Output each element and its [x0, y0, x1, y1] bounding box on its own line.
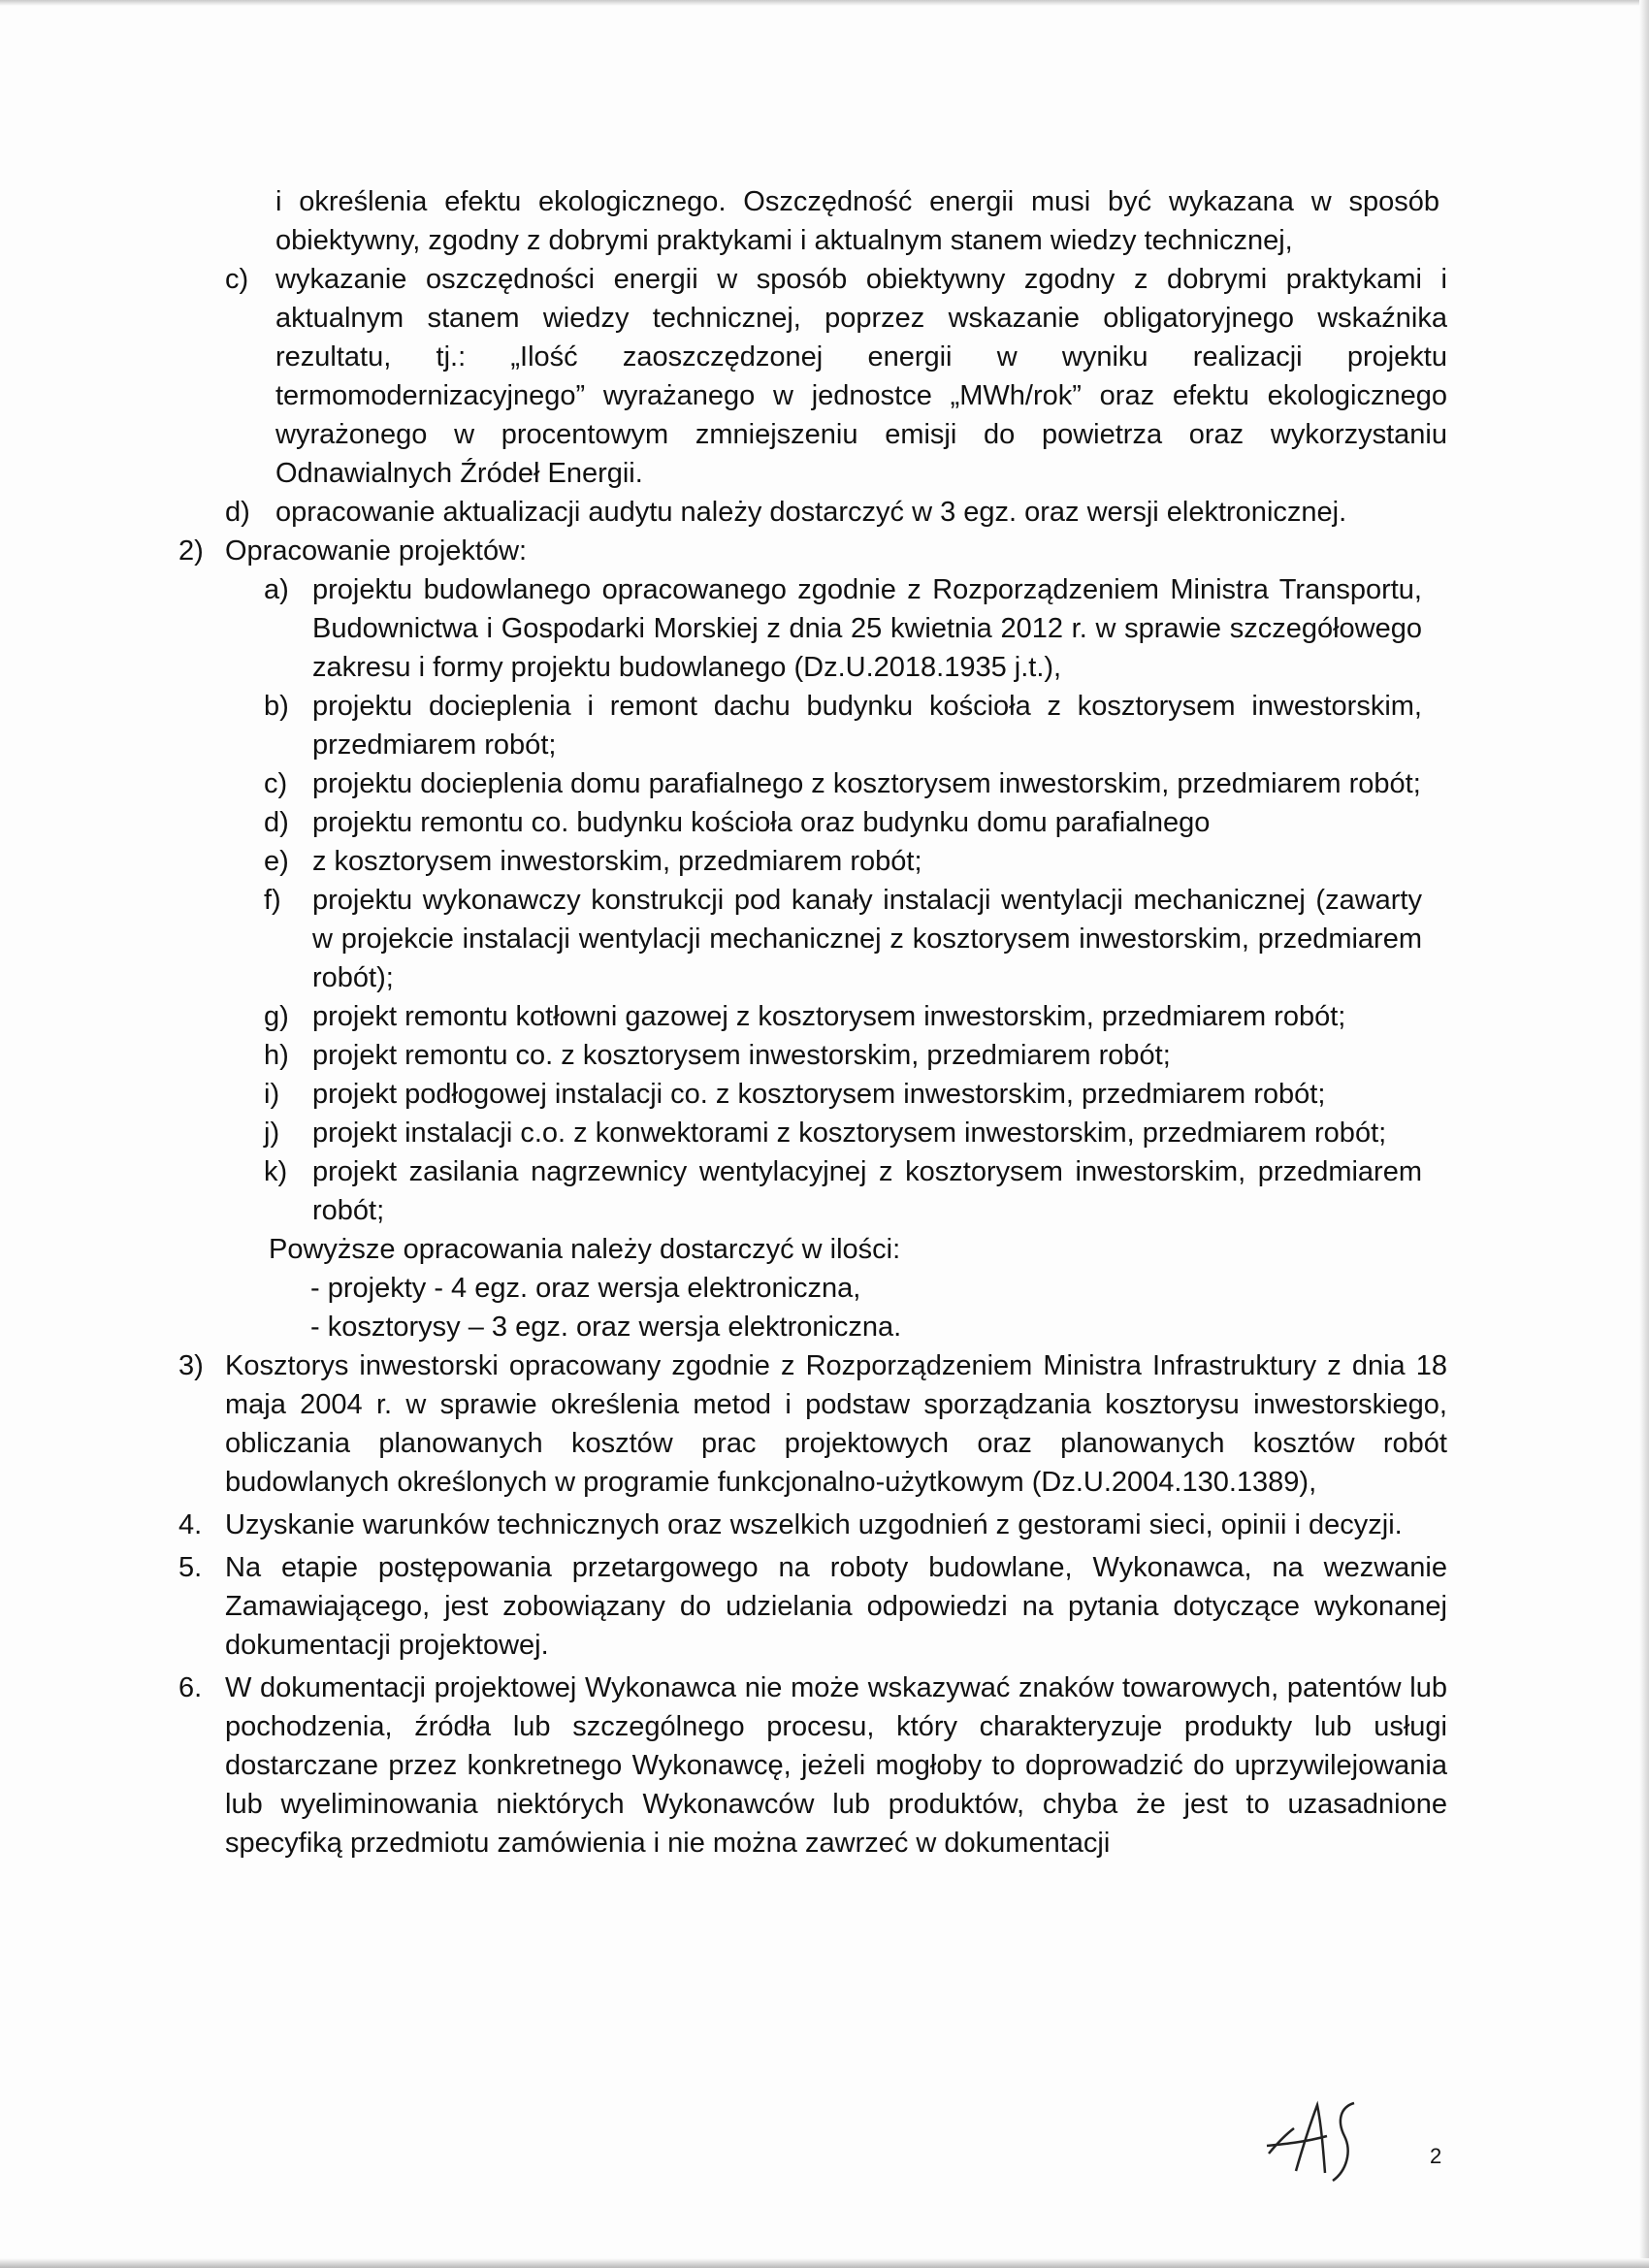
subitem-label: d)	[264, 807, 289, 838]
item-label: 2)	[178, 535, 204, 567]
subitem-label: h)	[264, 1040, 289, 1071]
subitem-text: projekt remontu co. z kosztorysem inwestorskim, przedmiarem robót;	[312, 1040, 1171, 1071]
item-text: W dokumentacji projektowej Wykonawca nie może wskazywać znaków towarowych, patentów lub pochodzenia, źródła lub szczególnego procesu, który charakteryzuje produkty lub usługi dostarczane przez konkretnego Wykonawcę, jeżeli mogłoby to doprowadzić do uprzywilejowania lub wyeliminowania niektórych Wykonawców lub produktów, chyba że jest to uzasadnione specyfiką przedmiotu zamówienia i nie można zawrzeć w dokumentacji	[225, 1672, 1447, 1859]
subitem-label: c)	[264, 768, 288, 799]
subitem-label: j)	[264, 1118, 280, 1149]
item-text: Na etapie postępowania przetargowego na roboty budowlane, Wykonawca, na wezwanie Zamawiającego, jest zobowiązany do udzielania odpowiedzi na pytania dotyczące wykonanej dokumentacji projektowej.	[225, 1552, 1447, 1661]
subitem-label: g)	[264, 1001, 289, 1032]
subitem-text: projekt instalacji c.o. z konwektorami z kosztorysem inwestorskim, przedmiarem robót;	[312, 1118, 1387, 1149]
item-label: d)	[225, 497, 250, 528]
subitem-text: projektu budowlanego opracowanego zgodnie z Rozporządzeniem Ministra Transportu, Budownictwa i Gospodarki Morskiej z dnia 25 kwietnia 2012 r. w sprawie szczegółowego zakresu i formy projektu budowlanego (Dz.U.2018.1935 j.t.),	[312, 574, 1422, 683]
item-label: 6.	[178, 1672, 203, 1703]
item-5	[0, 1548, 1649, 1665]
subitem-text: projektu remontu co. budynku kościoła oraz budynku domu parafialnego	[312, 807, 1211, 838]
subitem-text: projekt podłogowej instalacji co. z kosztorysem inwestorskim, przedmiarem robót;	[312, 1079, 1326, 1110]
subitem-h	[0, 1036, 1649, 1075]
subitem-d	[0, 803, 1649, 842]
scan-edge-bottom	[0, 2258, 1649, 2268]
item-2	[0, 532, 1649, 570]
subitem-b	[0, 687, 1649, 764]
item-label: 3)	[178, 1350, 204, 1381]
item-label: 5.	[178, 1552, 203, 1583]
subitem-text: projektu wykonawczy konstrukcji pod kanały instalacji wentylacji mechanicznej (zawarty w projekcie instalacji wentylacji mechanicznej z kosztorysem inwestorskim, przedmiarem robót);	[312, 885, 1422, 993]
subitem-e	[0, 842, 1649, 881]
intro-text: i określenia efektu ekologicznego. Oszczędność energii musi być wykazana w sposób obiektywny, zgodny z dobrymi praktykami i aktualnym stanem wiedzy technicznej,	[275, 186, 1439, 256]
item-text: Uzyskanie warunków technicznych oraz wszelkich uzgodnień z gestorami sieci, opinii i decyzji.	[225, 1509, 1403, 1540]
item-text: Kosztorys inwestorski opracowany zgodnie z Rozporządzeniem Ministra Infrastruktury z dnia 18 maja 2004 r. w sprawie określenia metod i podstaw sporządzania kosztorysu inwestorskiego, obliczania planowanych kosztów prac projektowych oraz planowanych kosztów robót budowlanych określonych w programie funkcjonalno-użytkowym (Dz.U.2004.130.1389),	[225, 1350, 1447, 1498]
subitem-label: k)	[264, 1156, 288, 1187]
subitem-label: b)	[264, 691, 289, 722]
item-4	[0, 1506, 1649, 1544]
item-title: Opracowanie projektów:	[225, 535, 528, 567]
subitem-text: projekt remontu kotłowni gazowej z kosztorysem inwestorskim, przedmiarem robót;	[312, 1001, 1346, 1032]
subitem-label: a)	[264, 574, 289, 605]
subitem-text: projekt zasilania nagrzewnicy wentylacyjnej z kosztorysem inwestorskim, przedmiarem robót;	[312, 1156, 1422, 1226]
scan-edge-top	[0, 0, 1649, 6]
delivery-item-text: - projekty - 4 egz. oraz wersja elektroniczna,	[310, 1273, 861, 1304]
item-6	[0, 1669, 1649, 1863]
delivery-item-text: - kosztorysy – 3 egz. oraz wersja elektroniczna.	[310, 1312, 902, 1343]
item-label: 4.	[178, 1509, 203, 1540]
subitem-i	[0, 1075, 1649, 1114]
subitem-a	[0, 570, 1649, 687]
prior-item-d	[0, 493, 1649, 532]
subitem-text: projektu docieplenia domu parafialnego z kosztorysem inwestorskim, przedmiarem robót;	[312, 768, 1421, 799]
page-number: 2	[1430, 2144, 1442, 2168]
subitem-text: projektu docieplenia i remont dachu budynku kościoła z kosztorysem inwestorskim, przedmiarem robót;	[312, 691, 1422, 761]
subitem-label: f)	[264, 885, 281, 916]
document-body	[0, 182, 1649, 1863]
item-text: wykazanie oszczędności energii w sposób obiektywny zgodny z dobrymi praktykami i aktualnym stanem wiedzy technicznej, poprzez wskazanie obligatoryjnego wskaźnika rezultatu, tj.: „Ilość zaoszczędzonej energii w wyniku realizacji projektu termomodernizacyjnego” wyrażanego w jednostce „MWh/rok” oraz efektu ekologicznego wyrażonego w procentowym zmniejszeniu emisji do powietrza oraz wykorzystaniu Odnawialnych Źródeł Energii.	[275, 264, 1447, 489]
subitem-label: e)	[264, 846, 289, 877]
intro-continuation	[0, 182, 1649, 260]
delivery-item-estimates	[0, 1308, 1649, 1346]
subitem-k	[0, 1152, 1649, 1230]
subitem-j	[0, 1114, 1649, 1152]
delivery-note-text: Powyższe opracowania należy dostarczyć w ilości:	[269, 1234, 901, 1265]
subitem-f	[0, 881, 1649, 997]
subitem-c	[0, 764, 1649, 803]
delivery-item-projects	[0, 1269, 1649, 1308]
signature-icon	[1257, 2086, 1374, 2192]
prior-item-c	[0, 260, 1649, 493]
item-text: opracowanie aktualizacji audytu należy dostarczyć w 3 egz. oraz wersji elektronicznej.	[275, 497, 1347, 528]
subitem-g	[0, 997, 1649, 1036]
subitem-text: z kosztorysem inwestorskim, przedmiarem robót;	[312, 846, 922, 877]
item-3	[0, 1346, 1649, 1502]
delivery-note	[0, 1230, 1649, 1269]
item-label: c)	[225, 264, 249, 295]
subitem-label: i)	[264, 1079, 280, 1110]
